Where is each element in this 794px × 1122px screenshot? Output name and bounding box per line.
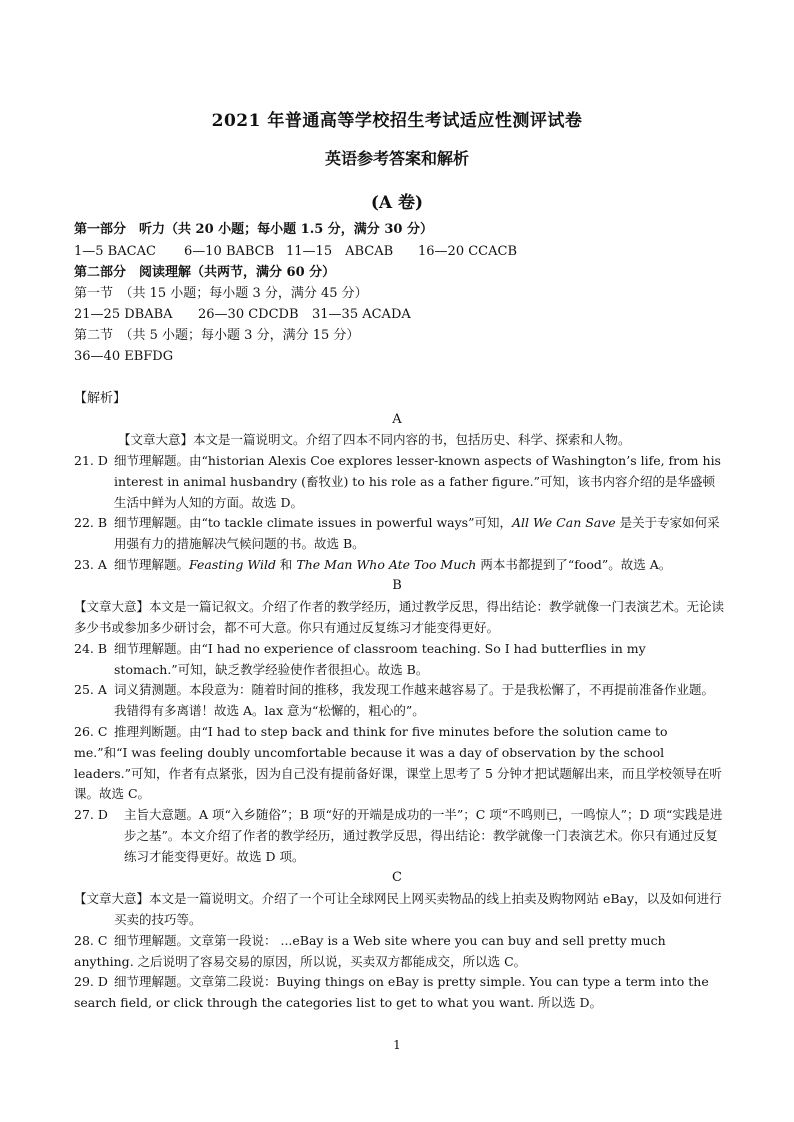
question-28: [74, 931, 724, 973]
passage-c-letter: C: [392, 870, 402, 885]
question-explanation: 细节理解题。由“historian Alexis Coe explores lesser-known aspects of Washington’s life, from his interest in animal husbandry (畜牧业) to his role as a father figure.”可知，该书内容介绍的是华盛顿生活中鲜为人知的方面。故选 D。: [114, 453, 721, 510]
question-25: [74, 680, 724, 722]
book-title: All We Can Save: [511, 515, 616, 530]
paper-version: (A 卷): [370, 193, 424, 213]
explanation-text: 细节理解题。由“to tackle climate issues in powerful ways”可知，: [114, 515, 512, 530]
answer-group: 1—5 BACAC: [74, 244, 156, 259]
question-21: [74, 451, 724, 513]
passage-a-letter: A: [392, 412, 402, 427]
section1-heading: 第一节 （共 15 小题；每小题 3 分，满分 45 分）: [74, 286, 368, 301]
question-number: 24. B: [74, 641, 108, 656]
question-27: [74, 805, 724, 867]
question-explanation: 词义猜测题。本段意为：随着时间的推移，我发现工作越来越容易了。于是我松懈了，不再提前准备作业题。我错得有多离谱！故选 A。lax 意为“松懈的，粗心的”。: [114, 682, 715, 718]
question-number: 27. D: [74, 807, 108, 822]
question-23: [74, 555, 724, 576]
answer-group: 31—35 ACADA: [312, 307, 411, 322]
page-number: 1: [393, 1038, 401, 1052]
explanation-text: 细节理解题。: [114, 557, 190, 572]
explanation-text: 两本书都提到了“food”。故选 A。: [476, 557, 672, 572]
question-22: [74, 513, 724, 555]
answer-group: 21—25 DBABA: [74, 307, 173, 322]
question-26: [74, 722, 724, 805]
passage-b-summary: 【文章大意】本文是一篇记叙文。介绍了作者的教学经历，通过教学反思，得出结论：教学就像一门表演艺术。无论读多少书或参加多少研讨会，都不可大意。你只有通过反复练习才能变得更好。: [74, 599, 725, 635]
section2-heading: 第二节 （共 5 小题；每小题 3 分，满分 15 分）: [74, 328, 360, 343]
section2-answers: 36—40 EBFDG: [74, 349, 174, 364]
question-explanation: 细节理解题。由“I had no experience of classroom teaching. So I had butterflies in my stomach.”可知，缺乏教学经验使作者很担心。故选 B。: [114, 641, 646, 677]
part1-heading: 第一部分 听力（共 20 小题；每小题 1.5 分，满分 30 分）: [74, 222, 433, 237]
question-number: 29. D: [74, 974, 108, 989]
part1-answers: [74, 242, 724, 263]
passage-b-letter: B: [392, 578, 402, 593]
answer-group: 6—10 BABCB: [184, 244, 275, 259]
question-explanation: 推理判断题。由“I had to step back and think for five minutes before the solution came to me.”和“I was feeling doubly uncomfortable because it was a day of observation by the school leaders.”可知，作者有点紧张，因为自己没有提前备好课，课堂上思考了 5 分钟才把试题解出来，而且学校领导在听课。故选 C。: [74, 724, 722, 802]
book-title: The Man Who Ate Too Much: [296, 557, 477, 572]
answer-group: 16—20 CCACB: [418, 244, 517, 259]
answer-group: 26—30 CDCDB: [198, 307, 299, 322]
question-29: [74, 972, 724, 1014]
question-explanation: 细节理解题。文章第一段说： ...eBay is a Web site where you can buy and sell pretty much anything. 之后说明了容易交易的原因，所以说，买卖双方都能成交，所以选 C。: [74, 933, 666, 969]
question-explanation: [114, 513, 724, 555]
question-number: 26. C: [74, 724, 108, 739]
explanation-text: 是关于专家如何采用强有力的措施解决气候问题的书。故选 B。: [114, 515, 720, 551]
part2-heading: 第二部分 阅读理解（共两节，满分 60 分）: [74, 265, 336, 280]
explanation-text: 和: [275, 557, 297, 572]
question-explanation: 细节理解题。文章第二段说：Buying things on eBay is pretty simple. You can type a term into the search field, or click through the categories list to get to what you want. 所以选 D。: [74, 974, 709, 1010]
passage-c-summary: 【文章大意】本文是一篇说明文。介绍了一个可让全球网民上网买卖物品的线上拍卖及购物网站 eBay，以及如何进行买卖的技巧等。: [74, 891, 722, 927]
question-number: 28. C: [74, 933, 108, 948]
passage-a-summary: 【文章大意】本文是一篇说明文。介绍了四本不同内容的书，包括历史、科学、探索和人物。: [118, 432, 631, 447]
question-number: 21. D: [74, 453, 108, 468]
section1-answers: [74, 305, 724, 326]
question-explanation: [114, 555, 724, 576]
analysis-label: 【解析】: [74, 391, 127, 406]
question-number: 23. A: [74, 557, 107, 572]
question-24: [74, 639, 724, 681]
question-number: 22. B: [74, 515, 108, 530]
question-number: 25. A: [74, 682, 107, 697]
question-explanation: 主旨大意题。A 项“入乡随俗”；B 项“好的开端是成功的一半”；C 项“不鸣则已，一鸣惊人”；D 项“实践是进步之基”。本文介绍了作者的教学经历，通过教学反思，得出结论：教学就像一门表演艺术。你只有通过反复练习才能变得更好。故选 D 项。: [124, 807, 723, 864]
answer-group: 11—15 ABCAB: [286, 244, 394, 259]
book-title: Feasting Wild: [189, 557, 276, 572]
exam-title: 2021 年普通高等学校招生考试适应性测评试卷: [211, 111, 583, 131]
exam-subtitle: 英语参考答案和解析: [324, 149, 469, 168]
